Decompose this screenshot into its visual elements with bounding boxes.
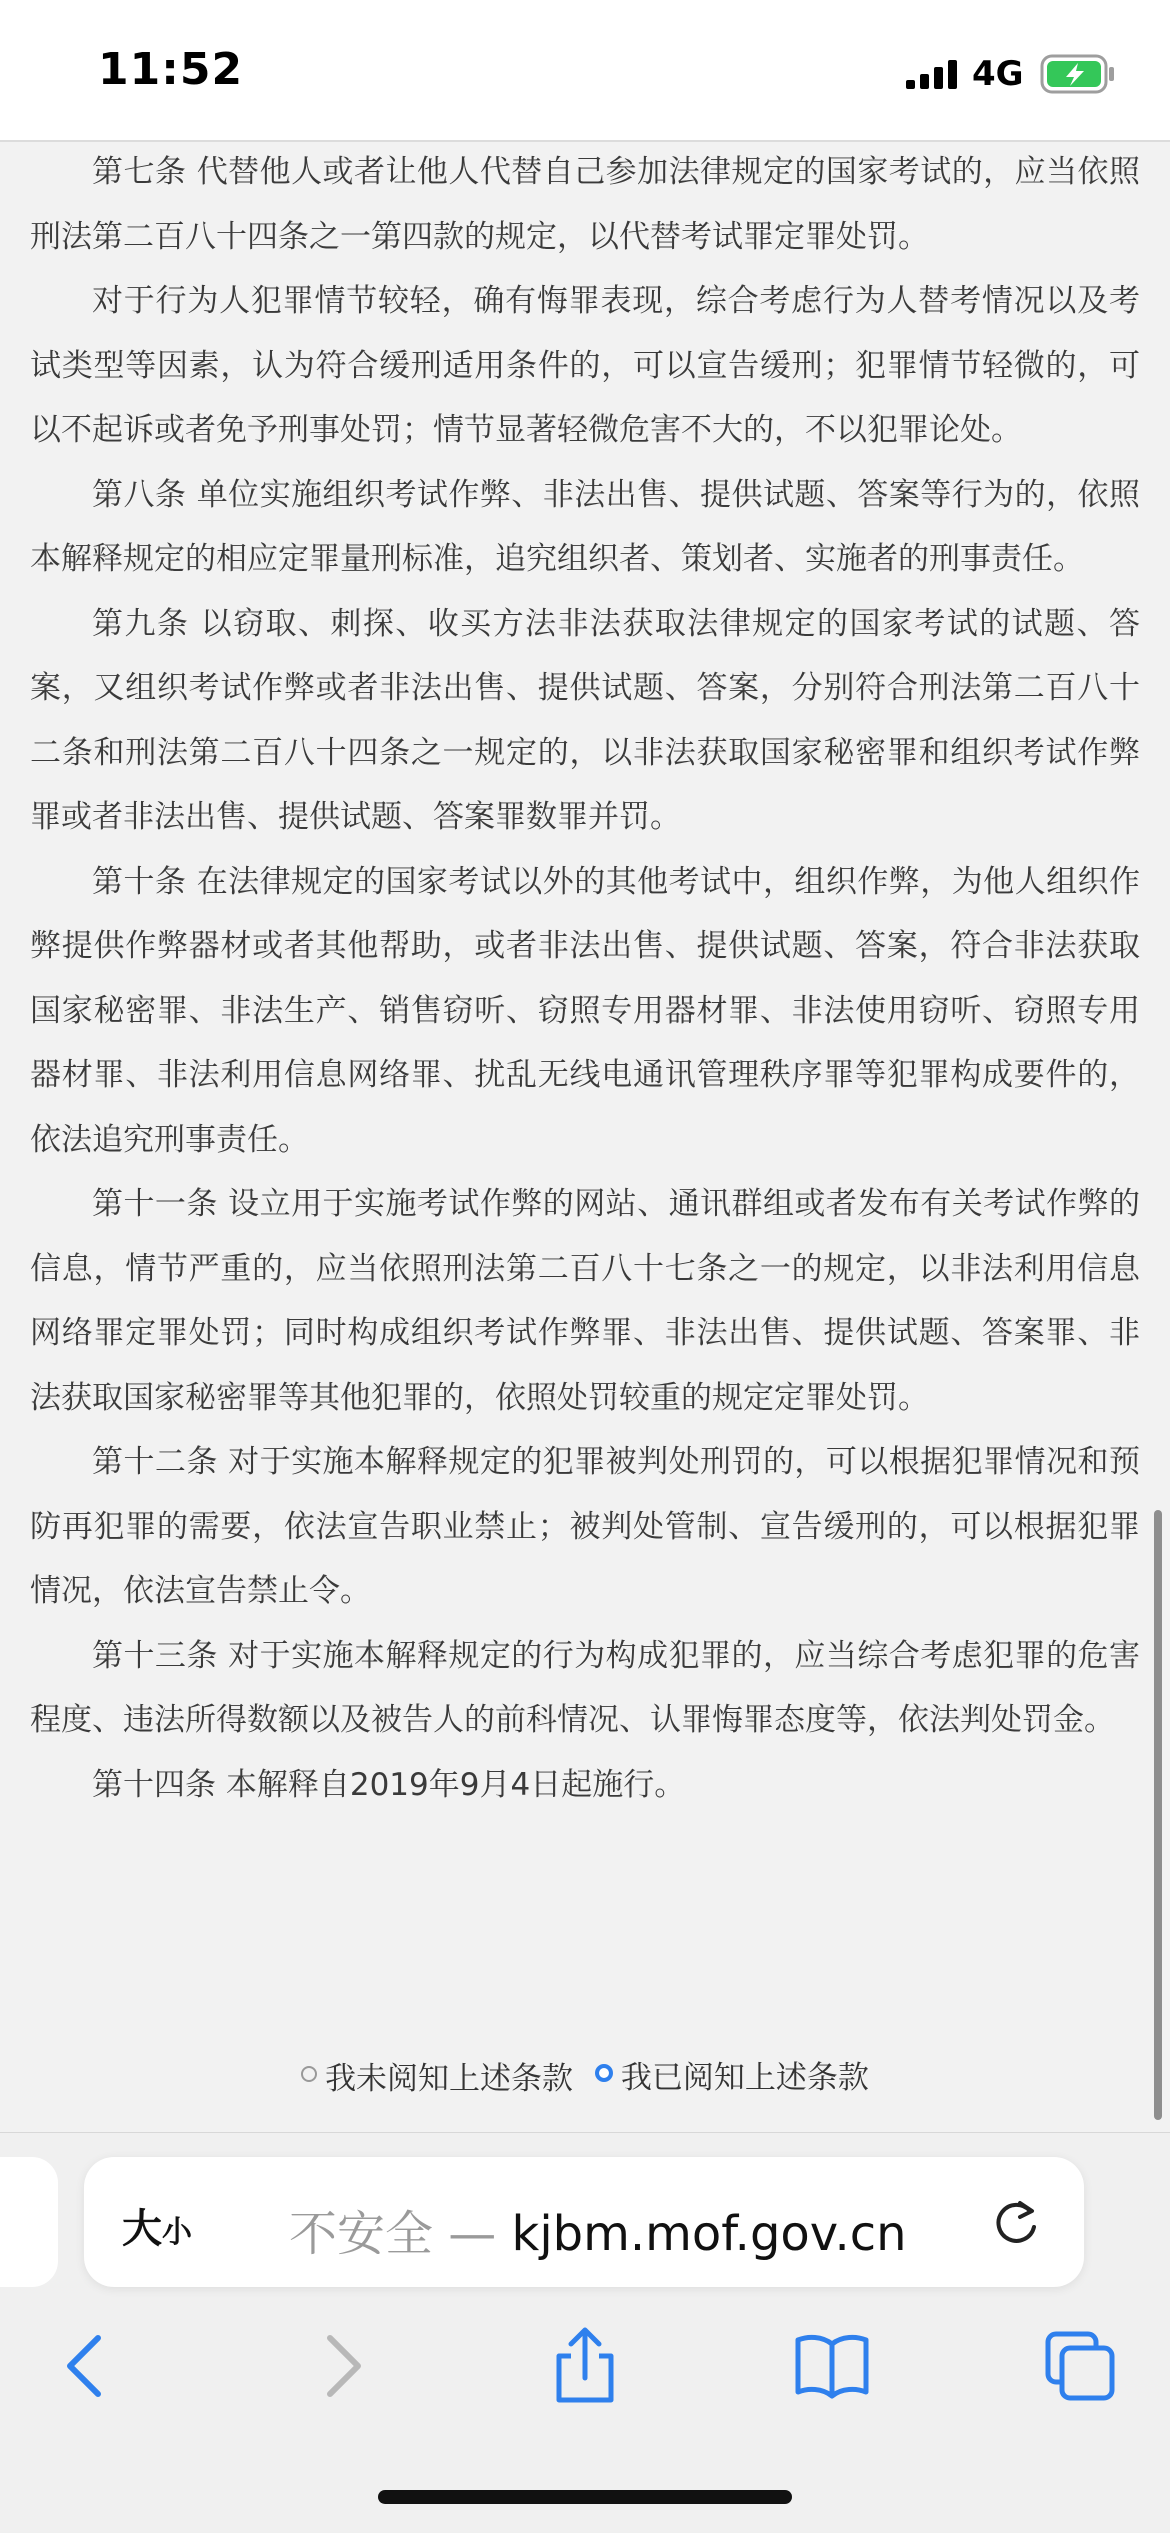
text-size-small: 小 bbox=[162, 2215, 192, 2250]
option-read-label: 我已阅知上述条款 bbox=[620, 2060, 869, 2096]
address-text[interactable] bbox=[289, 2195, 907, 2264]
article-10: 第十条 在法律规定的国家考试以外的其他考试中，组织作弊，为他人组织作弊提供作弊器材或者其他帮助，或者非法出售、提供试题、答案，符合非法获取国家秘密罪、非法生产、销售窃听、窃照专用器材罪、非法使用窃听、窃照专用器材罪、非法利用信息网络罪、扰乱无线电通讯管理秩序罪等犯罪构成要件的，依法追究刑事责任。 bbox=[30, 863, 1140, 1158]
signal-icon bbox=[906, 58, 962, 94]
radio-read[interactable] bbox=[595, 2064, 613, 2082]
terms-content bbox=[30, 140, 1140, 1817]
agreement-options bbox=[0, 2052, 1170, 2098]
back-icon[interactable] bbox=[48, 2326, 128, 2406]
article-7: 第七条 代替他人或者让他人代替自己参加法律规定的国家考试的，应当依照刑法第二百八十四条之一第四款的规定，以代替考试罪定罪处罚。 bbox=[30, 154, 1140, 255]
status-time: 11:52 bbox=[98, 44, 244, 95]
option-read[interactable] bbox=[595, 2052, 869, 2097]
text-size-button[interactable] bbox=[122, 2197, 192, 2254]
previous-tab-card[interactable] bbox=[0, 2157, 58, 2287]
network-label: 4G bbox=[972, 54, 1024, 94]
option-unread[interactable] bbox=[301, 2053, 573, 2098]
scrollbar[interactable] bbox=[1154, 1510, 1162, 2120]
article-14: 第十四条 本解释自2019年9月4日起施行。 bbox=[92, 1766, 686, 1803]
article-7-note: 对于行为人犯罪情节较轻，确有悔罪表现，综合考虑行为人替考情况以及考试类型等因素，认为符合缓刑适用条件的，可以宣告缓刑；犯罪情节轻微的，可以不起诉或者免予刑事处罚；情节显著轻微危害不大的，不以犯罪论处。 bbox=[30, 283, 1140, 448]
article-8: 第八条 单位实施组织考试作弊、非法出售、提供试题、答案等行为的，依照本解释规定的相应定罪量刑标准，追究组织者、策划者、实施者的刑事责任。 bbox=[30, 476, 1140, 577]
article-11: 第十一条 设立用于实施考试作弊的网站、通讯群组或者发布有关考试作弊的信息，情节严重的，应当依照刑法第二百八十七条之一的规定，以非法利用信息网络罪定罪处罚；同时构成组织考试作弊罪、非法出售、提供试题、答案罪、非法获取国家秘密罪等其他犯罪的，依照处罚较重的规定定罪处罚。 bbox=[30, 1186, 1140, 1416]
tabs-icon[interactable] bbox=[1040, 2326, 1120, 2406]
bookmarks-icon[interactable] bbox=[792, 2326, 872, 2406]
text-size-big: 大 bbox=[122, 2206, 162, 2252]
forward-icon[interactable] bbox=[300, 2326, 380, 2406]
article-13: 第十三条 对于实施本解释规定的行为构成犯罪的，应当综合考虑犯罪的危害程度、违法所得数额以及被告人的前科情况、认罪悔罪态度等，依法判处罚金。 bbox=[30, 1637, 1140, 1738]
share-icon[interactable] bbox=[545, 2326, 625, 2406]
battery-charging-icon bbox=[1040, 54, 1116, 94]
article-9: 第九条 以窃取、刺探、收买方法非法获取法律规定的国家考试的试题、答案，又组织考试作弊或者非法出售、提供试题、答案，分别符合刑法第二百八十二条和刑法第二百八十四条之一规定的，以非法获取国家秘密罪和组织考试作弊罪或者非法出售、提供试题、答案罪数罪并罚。 bbox=[30, 605, 1140, 835]
domain-label: kjbm.mof.gov.cn bbox=[511, 2206, 907, 2262]
insecure-label: 不安全 — bbox=[289, 2206, 512, 2262]
address-bar[interactable] bbox=[84, 2157, 1084, 2287]
option-unread-label: 我未阅知上述条款 bbox=[325, 2061, 574, 2097]
radio-unread[interactable] bbox=[301, 2066, 317, 2082]
reload-icon[interactable] bbox=[990, 2197, 1042, 2249]
status-bar bbox=[0, 0, 1170, 142]
article-12: 第十二条 对于实施本解释规定的犯罪被判处刑罚的，可以根据犯罪情况和预防再犯罪的需要，依法宣告职业禁止；被判处管制、宣告缓刑的，可以根据犯罪情况，依法宣告禁止令。 bbox=[30, 1444, 1140, 1609]
home-indicator bbox=[378, 2490, 792, 2504]
